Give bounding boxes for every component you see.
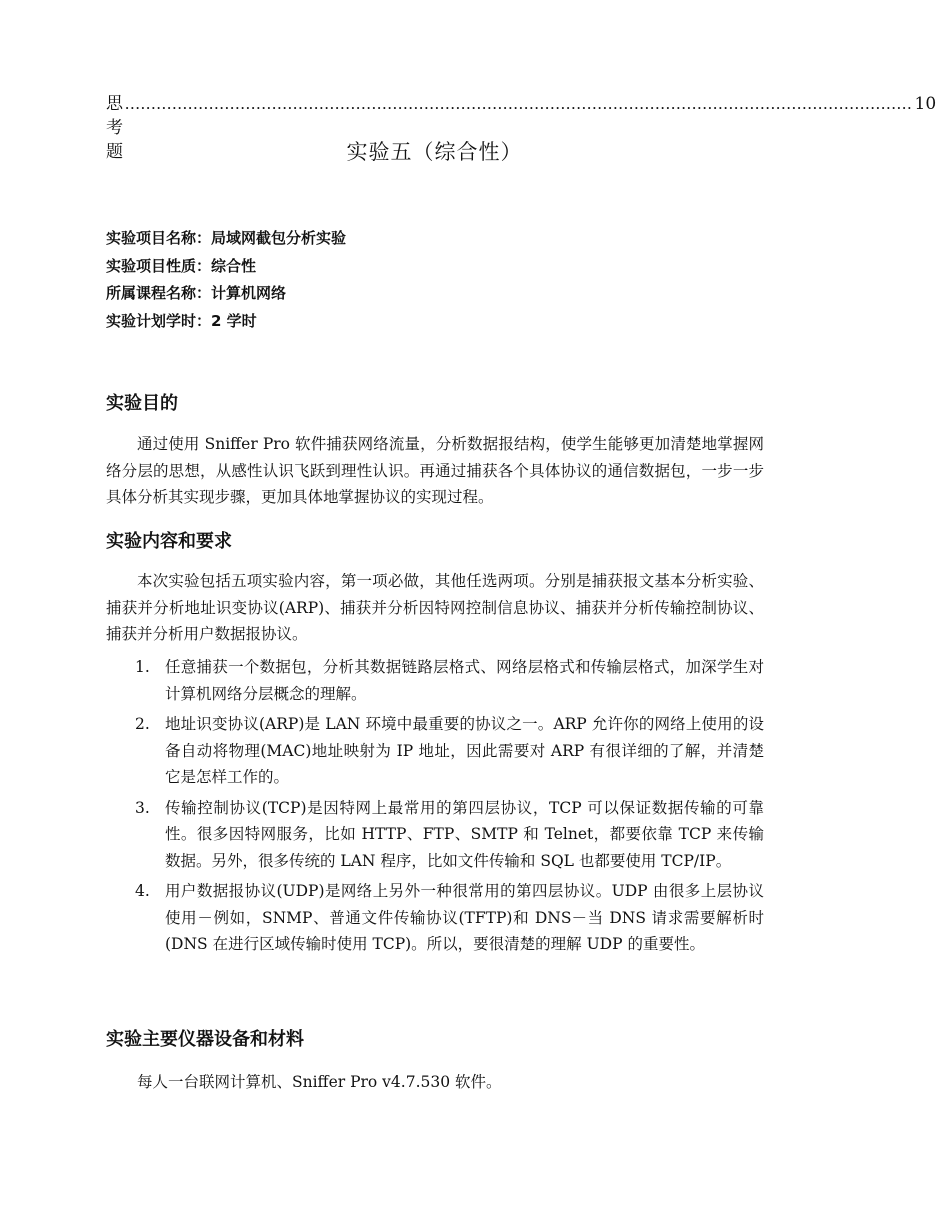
list-number: 4. [135,882,150,900]
content-paragraph: 本次实验包括五项实验内容，第一项必做，其他任选两项。分别是捕获报文基本分析实验、捕获并分析地址识变协议(ARP)、捕获并分析因特网控制信息协议、捕获并分析传输控制协议、捕获并分析用户数据报协议。 [106,572,764,643]
meta-project-type: 实验项目性质：综合性 [106,256,257,275]
meta-course-name: 所属课程名称：计算机网络 [106,284,287,302]
toc-leader-dots: ...................................................................................................................................................... [125,94,913,113]
list-item [106,878,764,958]
meta-project-name: 实验项目名称：局域网截包分析实验 [106,229,347,247]
meta-planned-hours: 实验计划学时：2 学时 [106,311,257,330]
list-text: 用户数据报协议(UDP)是网络上另外一种很常用的第四层协议。UDP 由很多上层协议使用－例如，SNMP、普通文件传输协议(TFTP)和 DNS－当 DNS 请求需要解析时(DNS 在进行区域传输时使用 TCP)。所以，要很清楚的理解 UDP 的重要性。 [165,882,764,953]
section-heading-content: 实验内容和要求 [106,531,232,552]
list-number: 3. [135,798,150,817]
list-text: 地址识变协议(ARP)是 LAN 环境中最重要的协议之一。ARP 允许你的网络上使用的设备自动将物理(MAC)地址映射为 IP 地址，因此需要对 ARP 有很详细的了解，并清楚它是怎样工作的。 [165,715,764,786]
section-heading-purpose: 实验目的 [106,393,178,414]
toc-label: 思考题 [106,94,123,162]
list-item [106,795,764,875]
section-heading-equipment: 实验主要仪器设备和材料 [106,1029,304,1050]
list-text: 任意捕获一个数据包，分析其数据链路层格式、网络层格式和传输层格式，加深学生对计算机网络分层概念的理解。 [165,658,764,703]
list-number: 1. [135,658,150,676]
list-item [106,711,764,791]
content-list [106,654,764,962]
list-item [106,654,764,707]
list-text: 传输控制协议(TCP)是因特网上最常用的第四层协议，TCP 可以保证数据传输的可靠性。很多因特网服务，比如 HTTP、FTP、SMTP 和 Telnet，都要依靠 TCP 来传输数据。另外，很多传统的 LAN 程序，比如文件传输和 SQL 也都要使用 TCP/IP。 [165,798,764,870]
equipment-paragraph: 每人一台联网计算机、Sniffer Pro v4.7.530 软件。 [137,1073,502,1091]
toc-page-number: 10 [914,94,936,114]
chapter-title: 实验五（综合性） [346,140,523,164]
list-number: 2. [135,715,150,733]
experiment-meta [106,225,346,335]
purpose-paragraph: 通过使用 Sniffer Pro 软件捕获网络流量，分析数据报结构，使学生能够更加清楚地掌握网络分层的思想，从感性认识飞跃到理性认识。再通过捕获各个具体协议的通信数据包，一步一步具体分析其实现步骤，更加具体地掌握协议的实现过程。 [106,435,764,506]
